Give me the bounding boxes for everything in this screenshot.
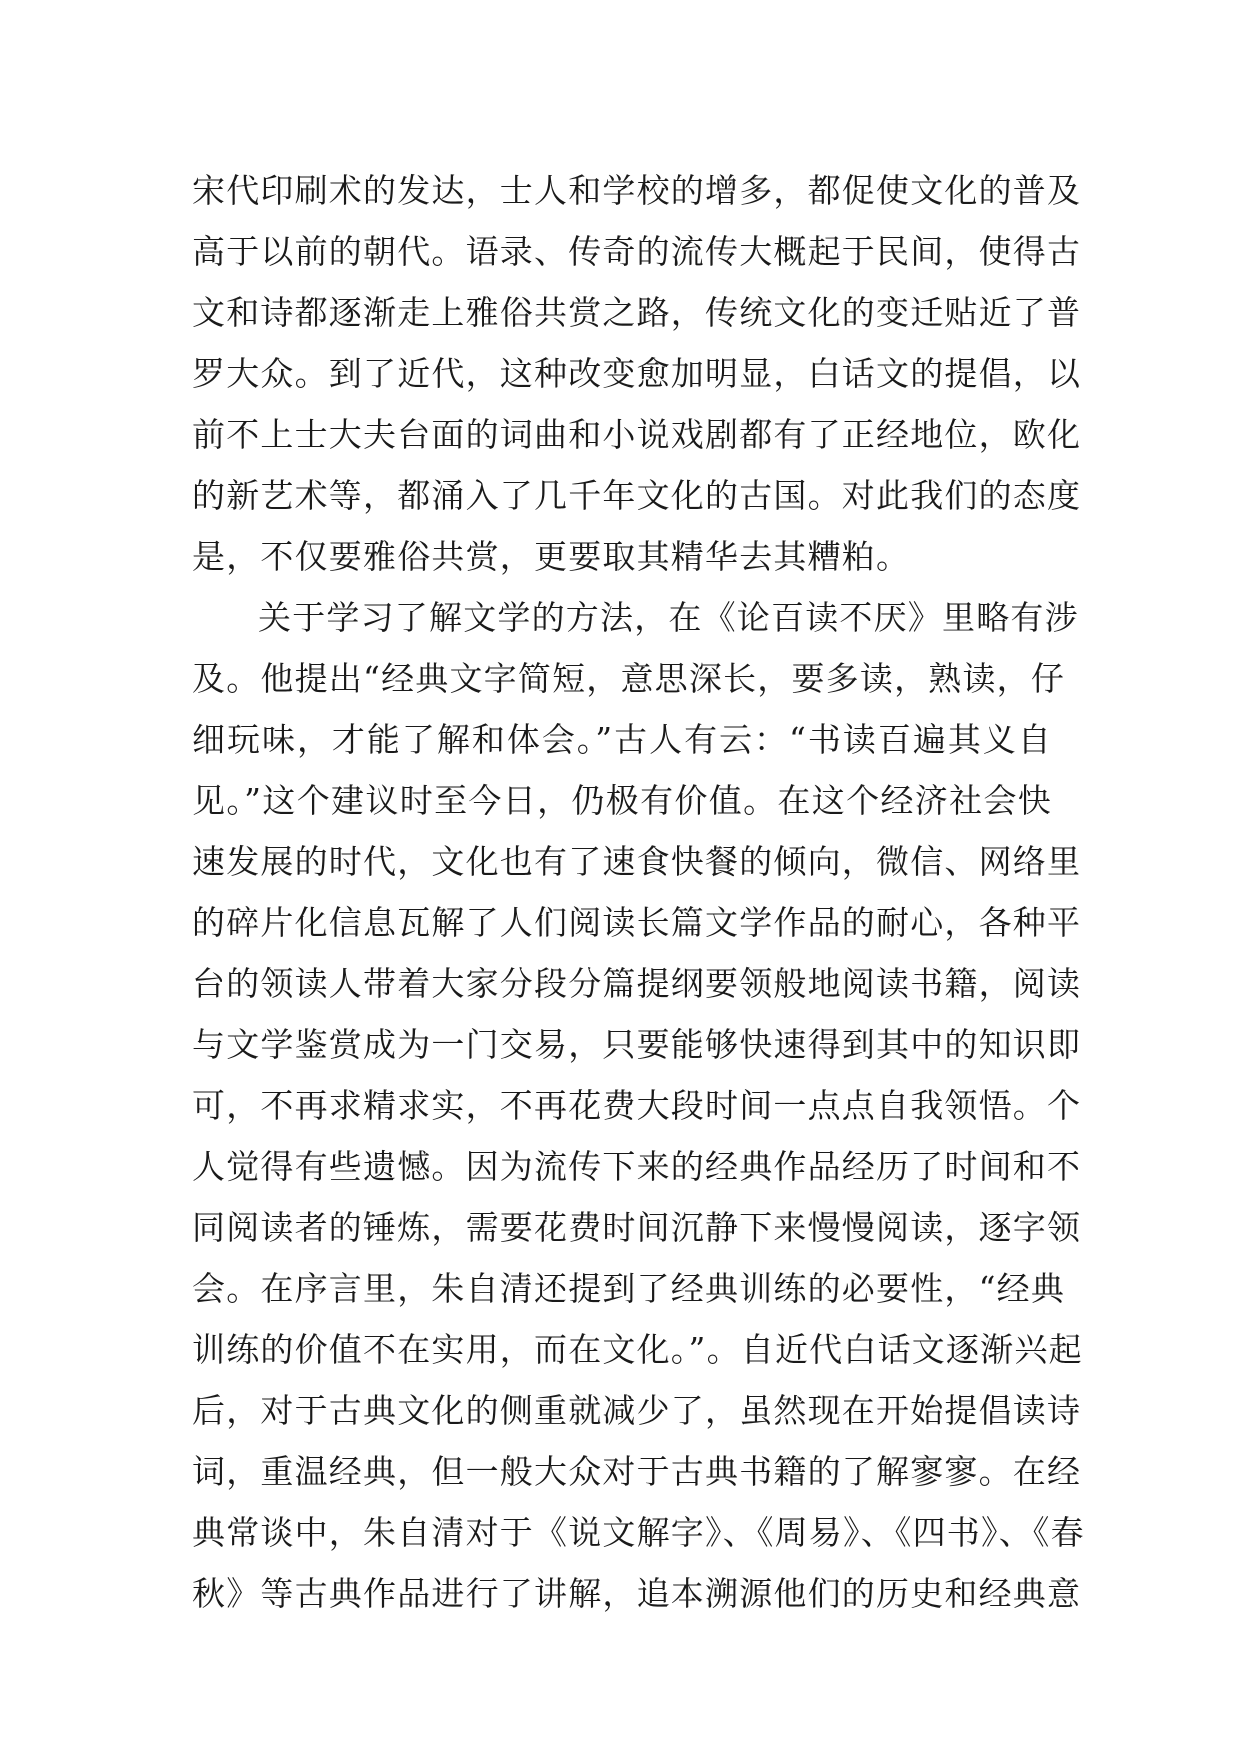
text-line: 可，不再求精求实，不再花费大段时间一点点自我领悟。个 (192, 1086, 1082, 1125)
text-line: 宋代印刷术的发达，士人和学校的增多，都促使文化的普及 (192, 171, 1082, 210)
text-line: 的碎片化信息瓦解了人们阅读长篇文学作品的耐心，各种平 (192, 903, 1082, 942)
text-line: 文和诗都逐渐走上雅俗共赏之路，传统文化的变迁贴近了普 (192, 293, 1082, 332)
text-line: 会。在序言里，朱自清还提到了经典训练的必要性，“经典 (192, 1269, 1066, 1308)
text-line: 细玩味，才能了解和体会。”古人有云：“书读百遍其义自 (192, 720, 1052, 759)
text-line: 是，不仅要雅俗共赏，更要取其精华去其糟粕。 (192, 537, 911, 576)
paragraph-start-line: 关于学习了解文学的方法，在《论百读不厌》里略有涉 (258, 598, 1079, 637)
text-line: 同阅读者的锤炼，需要花费时间沉静下来慢慢阅读，逐字领 (192, 1208, 1082, 1247)
text-line: 词，重温经典，但一般大众对于古典书籍的了解寥寥。在经 (192, 1452, 1082, 1491)
text-line: 前不上士大夫台面的词曲和小说戏剧都有了正经地位，欧化 (192, 415, 1082, 454)
text-line: 高于以前的朝代。语录、传奇的流传大概起于民间，使得古 (192, 232, 1082, 271)
text-line: 典常谈中，朱自清对于《说文解字》、《周易》、《四书》、《春 (192, 1513, 1085, 1552)
text-line: 见。”这个建议时至今日，仍极有价值。在这个经济社会快 (192, 781, 1052, 820)
text-line: 台的领读人带着大家分段分篇提纲要领般地阅读书籍，阅读 (192, 964, 1082, 1003)
text-line: 后，对于古典文化的侧重就减少了，虽然现在开始提倡读诗 (192, 1391, 1082, 1430)
body-text (192, 160, 1085, 1624)
text-line: 秋》等古典作品进行了讲解，追本溯源他们的历史和经典意 (192, 1574, 1082, 1613)
text-line: 速发展的时代，文化也有了速食快餐的倾向，微信、网络里 (192, 842, 1082, 881)
text-line: 及。他提出“经典文字简短，意思深长，要多读，熟读，仔 (192, 659, 1066, 698)
text-line: 人觉得有些遗憾。因为流传下来的经典作品经历了时间和不 (192, 1147, 1082, 1186)
text-line: 的新艺术等，都涌入了几千年文化的古国。对此我们的态度 (192, 476, 1082, 515)
text-line: 与文学鉴赏成为一门交易，只要能够快速得到其中的知识即 (192, 1025, 1082, 1064)
text-line: 罗大众。到了近代，这种改变愈加明显，白话文的提倡，以 (192, 354, 1082, 393)
text-line: 训练的价值不在实用，而在文化。”。自近代白话文逐渐兴起 (192, 1330, 1083, 1369)
